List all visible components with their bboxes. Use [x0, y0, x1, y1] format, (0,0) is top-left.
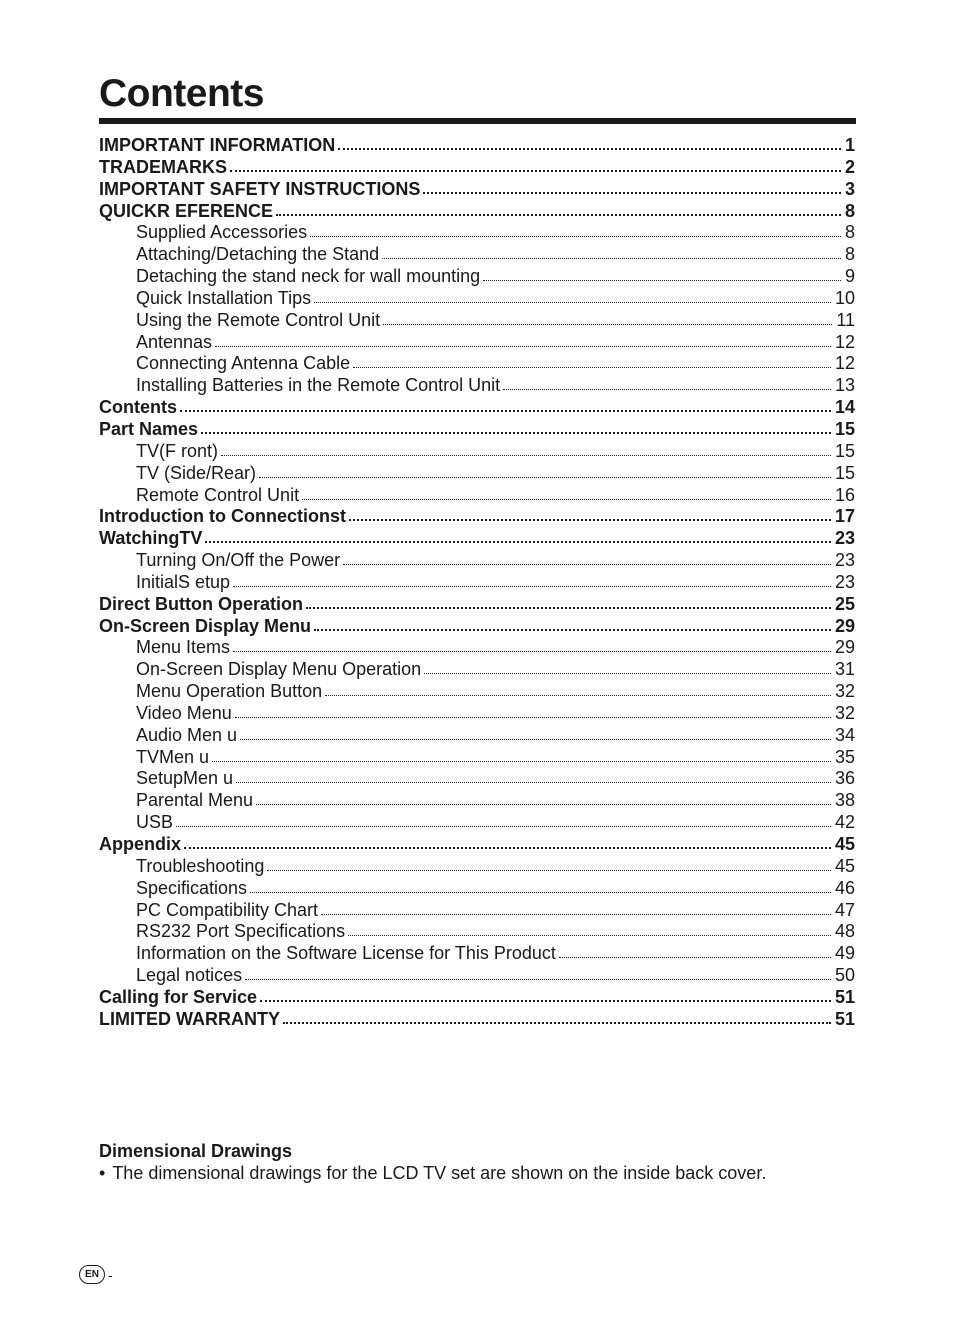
dot-leader — [176, 822, 831, 827]
toc-entry-label: Contents — [99, 397, 177, 418]
toc-section-entry[interactable] — [99, 1009, 855, 1031]
toc-section-entry[interactable] — [99, 397, 855, 419]
toc-entry-label: Introduction to Connectionst — [99, 506, 346, 527]
toc-section-entry[interactable] — [99, 616, 855, 638]
dot-leader — [483, 276, 841, 281]
toc-subsection-entry[interactable] — [99, 790, 855, 812]
toc-entry-page-number: 16 — [834, 484, 855, 505]
toc-subsection-entry[interactable] — [99, 375, 855, 397]
dot-leader — [256, 800, 831, 805]
toc-entry-page-number: 42 — [834, 812, 855, 833]
toc-entry-page-number: 14 — [834, 397, 855, 418]
dot-leader — [184, 843, 831, 849]
toc-entry-label: Quick Installation Tips — [136, 287, 312, 308]
toc-subsection-entry[interactable] — [99, 222, 855, 244]
dot-leader — [383, 320, 832, 325]
toc-entry-label: Connecting Antenna Cable — [136, 353, 351, 374]
toc-entry-label: Calling for Service — [99, 986, 258, 1007]
toc-subsection-entry[interactable] — [99, 550, 855, 572]
toc-entry-label: LIMITED WARRANTY — [99, 1008, 280, 1029]
dot-leader — [276, 210, 841, 216]
toc-entry-page-number: 12 — [834, 353, 855, 374]
toc-entry-label: IMPORTANT SAFETY INSTRUCTIONS — [99, 178, 421, 199]
toc-entry-label: TV(F ront) — [136, 440, 219, 461]
toc-entry-page-number: 45 — [834, 834, 855, 854]
toc-subsection-entry[interactable] — [99, 310, 855, 332]
toc-entry-page-number: 51 — [834, 1008, 855, 1029]
toc-entry-page-number: 13 — [834, 375, 855, 396]
bullet-icon: • — [99, 1163, 106, 1183]
toc-entry-label: TVMen u — [136, 746, 210, 767]
toc-subsection-entry[interactable] — [99, 244, 855, 266]
toc-entry-label: Legal notices — [136, 965, 243, 986]
dot-leader — [325, 691, 831, 696]
title-rule — [99, 118, 856, 124]
toc-subsection-entry[interactable] — [99, 965, 855, 987]
toc-subsection-entry[interactable] — [99, 332, 855, 354]
toc-entry-label: WatchingTV — [99, 528, 203, 549]
toc-entry-page-number: 15 — [834, 462, 855, 483]
dot-leader — [283, 1018, 831, 1024]
toc-section-entry[interactable] — [99, 135, 855, 157]
dot-leader — [235, 713, 831, 718]
toc-entry-page-number: 8 — [844, 200, 855, 221]
toc-entry-label: Installing Batteries in the Remote Control Unit — [136, 375, 501, 396]
toc-entry-label: SetupMen u — [136, 768, 234, 789]
dot-leader — [302, 495, 831, 500]
page-number-dash: - — [108, 1266, 113, 1283]
toc-entry-label: RS232 Port Specifications — [136, 921, 346, 942]
dot-leader — [306, 603, 831, 609]
dot-leader — [201, 428, 831, 434]
dot-leader — [233, 582, 831, 587]
page-footer — [79, 1265, 113, 1284]
table-of-contents — [99, 135, 855, 1031]
toc-entry-label: Appendix — [99, 834, 182, 854]
dot-leader — [180, 406, 831, 412]
toc-entry-label: Attaching/Detaching the Stand — [136, 244, 380, 265]
toc-subsection-entry[interactable] — [99, 681, 855, 703]
language-badge: EN — [79, 1265, 105, 1284]
toc-entry-page-number: 31 — [834, 659, 855, 680]
toc-entry-page-number: 46 — [834, 877, 855, 898]
toc-section-entry[interactable] — [99, 594, 855, 616]
dot-leader — [221, 451, 831, 456]
toc-section-entry[interactable] — [99, 506, 855, 528]
dot-leader — [424, 669, 831, 674]
toc-section-entry[interactable] — [99, 419, 855, 441]
dot-leader — [343, 560, 831, 565]
toc-subsection-entry[interactable] — [99, 856, 855, 878]
toc-subsection-entry[interactable] — [99, 353, 855, 375]
toc-section-entry[interactable] — [99, 528, 855, 550]
toc-entry-page-number: 15 — [834, 440, 855, 461]
toc-entry-page-number: 12 — [834, 331, 855, 352]
toc-subsection-entry[interactable] — [99, 659, 855, 681]
toc-entry-page-number: 34 — [834, 724, 855, 745]
dot-leader — [503, 385, 831, 390]
toc-entry-page-number: 8 — [844, 222, 855, 243]
dot-leader — [310, 232, 841, 237]
toc-entry-page-number: 36 — [834, 768, 855, 789]
toc-entry-label: Audio Men u — [136, 724, 238, 745]
toc-subsection-entry[interactable] — [99, 266, 855, 288]
toc-entry-label: PC Compatibility Chart — [136, 899, 319, 920]
dot-leader — [236, 778, 831, 783]
toc-entry-page-number: 48 — [834, 921, 855, 942]
dot-leader — [245, 975, 831, 980]
toc-entry-page-number: 29 — [834, 615, 855, 636]
dot-leader — [267, 866, 831, 871]
toc-entry-page-number: 50 — [834, 965, 855, 986]
dimensional-drawings-text: The dimensional drawings for the LCD TV set are shown on the inside back cover. — [112, 1163, 767, 1183]
toc-entry-label: Turning On/Off the Power — [136, 550, 341, 571]
toc-entry-page-number: 23 — [834, 528, 855, 549]
toc-entry-page-number: 11 — [836, 309, 855, 330]
toc-subsection-entry[interactable] — [99, 572, 855, 594]
toc-subsection-entry[interactable] — [99, 441, 855, 463]
toc-subsection-entry[interactable] — [99, 485, 855, 507]
dot-leader — [314, 298, 831, 303]
toc-entry-label: IMPORTANT INFORMATION — [99, 135, 336, 155]
dot-leader — [314, 625, 831, 631]
toc-entry-page-number: 45 — [834, 855, 855, 876]
toc-entry-label: InitialS etup — [136, 571, 231, 592]
dot-leader — [321, 910, 831, 915]
toc-entry-label: Direct Button Operation — [99, 593, 304, 614]
toc-entry-label: Menu Items — [136, 637, 231, 658]
toc-entry-page-number: 8 — [844, 244, 855, 265]
dot-leader — [260, 996, 831, 1002]
toc-subsection-entry[interactable] — [99, 900, 855, 922]
toc-subsection-entry[interactable] — [99, 288, 855, 310]
toc-section-entry[interactable] — [99, 987, 855, 1009]
dot-leader — [240, 735, 831, 740]
page-title: Contents — [99, 72, 264, 115]
toc-entry-label: Information on the Software License for This Product — [136, 943, 556, 964]
toc-entry-label: USB — [136, 812, 174, 833]
toc-subsection-entry[interactable] — [99, 637, 855, 659]
toc-entry-label: Troubleshooting — [136, 855, 265, 876]
toc-entry-label: Remote Control Unit — [136, 484, 300, 505]
dot-leader — [423, 188, 841, 194]
toc-entry-label: Parental Menu — [136, 790, 254, 811]
dot-leader — [215, 342, 831, 347]
toc-entry-page-number: 38 — [834, 790, 855, 811]
toc-section-entry[interactable] — [99, 834, 855, 856]
toc-entry-page-number: 35 — [834, 746, 855, 767]
toc-entry-label: On-Screen Display Menu — [99, 615, 312, 636]
dot-leader — [259, 473, 831, 478]
toc-entry-page-number: 3 — [844, 178, 855, 199]
toc-subsection-entry[interactable] — [99, 921, 855, 943]
toc-entry-label: Using the Remote Control Unit — [136, 309, 381, 330]
toc-entry-page-number: 32 — [834, 702, 855, 723]
toc-entry-page-number: 10 — [834, 287, 855, 308]
toc-entry-label: Video Menu — [136, 702, 232, 723]
toc-subsection-entry[interactable] — [99, 943, 855, 965]
toc-entry-page-number: 23 — [834, 571, 855, 592]
toc-subsection-entry[interactable] — [99, 747, 855, 769]
dot-leader — [353, 363, 831, 368]
toc-entry-label: On-Screen Display Menu Operation — [136, 659, 422, 680]
toc-entry-label: TRADEMARKS — [99, 156, 227, 177]
toc-subsection-entry[interactable] — [99, 878, 855, 900]
toc-entry-page-number: 47 — [834, 899, 855, 920]
toc-entry-label: Part Names — [99, 418, 199, 439]
toc-entry-label: TV (Side/Rear) — [136, 462, 257, 483]
toc-entry-page-number: 25 — [834, 593, 855, 614]
dot-leader — [349, 515, 831, 521]
toc-entry-page-number: 23 — [834, 550, 855, 571]
toc-section-entry[interactable] — [99, 157, 855, 179]
toc-entry-page-number: 32 — [834, 681, 855, 702]
toc-subsection-entry[interactable] — [99, 725, 855, 747]
toc-entry-page-number: 2 — [844, 156, 855, 177]
toc-entry-label: QUICKR EFERENCE — [99, 200, 274, 221]
toc-entry-label: Detaching the stand neck for wall mounting — [136, 266, 481, 287]
dot-leader — [250, 888, 831, 893]
toc-subsection-entry[interactable] — [99, 703, 855, 725]
toc-subsection-entry[interactable] — [99, 463, 855, 485]
toc-entry-page-number: 1 — [844, 135, 855, 155]
dot-leader — [212, 757, 831, 762]
toc-entry-page-number: 49 — [834, 943, 855, 964]
toc-entry-label: Specifications — [136, 877, 248, 898]
toc-entry-page-number: 29 — [834, 637, 855, 658]
toc-section-entry[interactable] — [99, 179, 855, 201]
toc-entry-label: Supplied Accessories — [136, 222, 308, 243]
dimensional-drawings-heading: Dimensional Drawings — [99, 1141, 293, 1161]
dot-leader — [230, 166, 841, 172]
toc-entry-page-number: 51 — [834, 986, 855, 1007]
toc-subsection-entry[interactable] — [99, 812, 855, 834]
toc-entry-label: Menu Operation Button — [136, 681, 323, 702]
toc-entry-page-number: 15 — [834, 418, 855, 439]
dimensional-drawings-note — [99, 1163, 766, 1184]
dot-leader — [559, 953, 831, 958]
toc-entry-page-number: 9 — [844, 266, 855, 287]
toc-entry-page-number: 17 — [834, 506, 855, 527]
dot-leader — [205, 537, 831, 543]
toc-entry-label: Antennas — [136, 331, 213, 352]
dot-leader — [338, 144, 841, 150]
toc-subsection-entry[interactable] — [99, 768, 855, 790]
dot-leader — [348, 931, 831, 936]
toc-section-entry[interactable] — [99, 201, 855, 223]
dot-leader — [382, 254, 841, 259]
dot-leader — [233, 647, 831, 652]
